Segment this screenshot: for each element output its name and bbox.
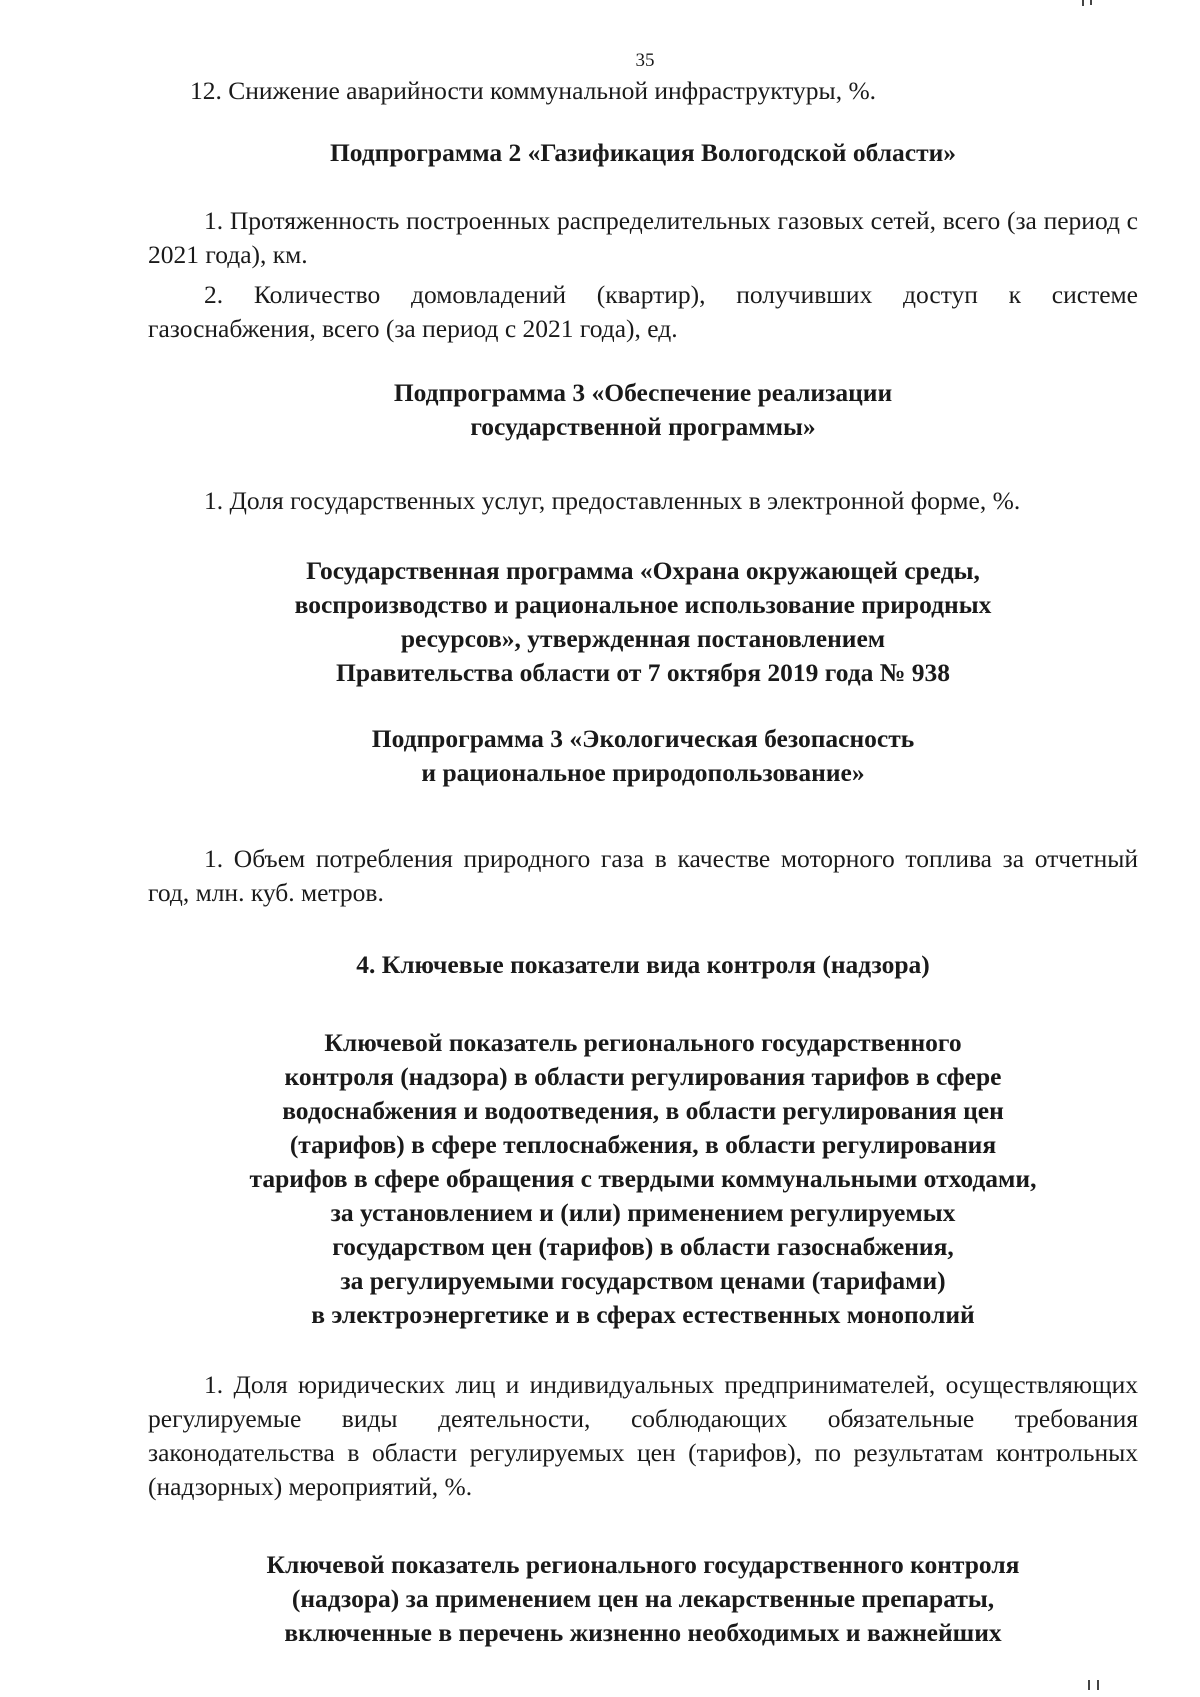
- paragraph-electronic-services: 1. Доля государственных услуг, предоставленных в электронной форме, %.: [204, 486, 1021, 515]
- paragraph-households-gas-access: 2. Количество домовладений (квартир), получивших доступ к системе газоснабжения, всего (за период с 2021 года), ед.: [148, 280, 1138, 343]
- heading-subprogram-3-program-support: [148, 376, 1138, 444]
- heading-section-4-key-indicators: [148, 948, 1138, 982]
- heading-line: государством цен (тарифов) в области газоснабжения,: [332, 1232, 954, 1261]
- heading-line: в электроэнергетике и в сферах естественных монополий: [311, 1300, 975, 1329]
- heading-line: (надзора) за применением цен на лекарственные препараты,: [291, 1584, 995, 1613]
- heading-line: Ключевой показатель регионального государственного: [324, 1028, 962, 1057]
- heading-line: Правительства области от 7 октября 2019 года № 938: [335, 658, 951, 687]
- document-body: [148, 74, 1138, 1650]
- paragraph-12-accident-rate: 12. Снижение аварийности коммунальной инфраструктуры, %.: [190, 76, 877, 105]
- heading-line: включенные в перечень жизненно необходимых и важнейших: [284, 1618, 1002, 1647]
- heading-line: за регулируемыми государством ценами (тарифами): [340, 1266, 946, 1295]
- heading-subprogram-2: [148, 136, 1138, 170]
- heading-line: воспроизводство и рациональное использование природных: [294, 590, 992, 619]
- paragraph-natural-gas-motor-fuel: 1. Объем потребления природного газа в качестве моторного топлива за отчетный год, млн. куб. метров.: [148, 844, 1138, 907]
- scan-mark-bottom-right: [1088, 1680, 1090, 1690]
- heading-line: Подпрограмма 2 «Газификация Вологодской области»: [329, 138, 957, 167]
- heading-key-indicator-tariff-control: [148, 1026, 1138, 1332]
- scan-mark-bottom-right: [1097, 1680, 1099, 1690]
- heading-line: Государственная программа «Охрана окружающей среды,: [306, 556, 980, 585]
- heading-line: водоснабжения и водоотведения, в области регулирования цен: [282, 1096, 1004, 1125]
- heading-line: контроля (надзора) в области регулирования тарифов в сфере: [284, 1062, 1002, 1091]
- heading-line: Подпрограмма 3 «Экологическая безопасность: [371, 724, 915, 753]
- paragraph-gas-network-length: 1. Протяженность построенных распределительных газовых сетей, всего (за период с 2021 года), км.: [148, 206, 1138, 269]
- heading-line: тарифов в сфере обращения с твердыми коммунальными отходами,: [249, 1164, 1037, 1193]
- heading-state-program-environment: [148, 554, 1138, 690]
- heading-line: Подпрограмма 3 «Обеспечение реализации: [393, 378, 893, 407]
- heading-line: 4. Ключевые показатели вида контроля (надзора): [356, 950, 930, 979]
- heading-subprogram-3-ecology: [148, 722, 1138, 790]
- paragraph-compliance-share: 1. Доля юридических лиц и индивидуальных предпринимателей, осуществляющих регулируемые виды деятельности, соблюдающих обязательные требования законодательства в области регулируемых цен (тарифов), по результатам контрольных (надзорных) мероприятий, %.: [148, 1370, 1138, 1501]
- heading-key-indicator-medicine-prices: [148, 1548, 1138, 1650]
- heading-line: государственной программы»: [470, 412, 816, 441]
- scan-mark-top-right: [1082, 0, 1084, 6]
- heading-line: за установлением и (или) применением регулируемых: [330, 1198, 956, 1227]
- scan-mark-top-right: [1090, 0, 1092, 5]
- heading-line: Ключевой показатель регионального государственного контроля: [266, 1550, 1020, 1579]
- heading-line: (тарифов) в сфере теплоснабжения, в области регулирования: [289, 1130, 997, 1159]
- heading-line: ресурсов», утвержденная постановлением: [400, 624, 886, 653]
- page-number: 35: [635, 50, 655, 71]
- heading-line: и рациональное природопользование»: [421, 758, 865, 787]
